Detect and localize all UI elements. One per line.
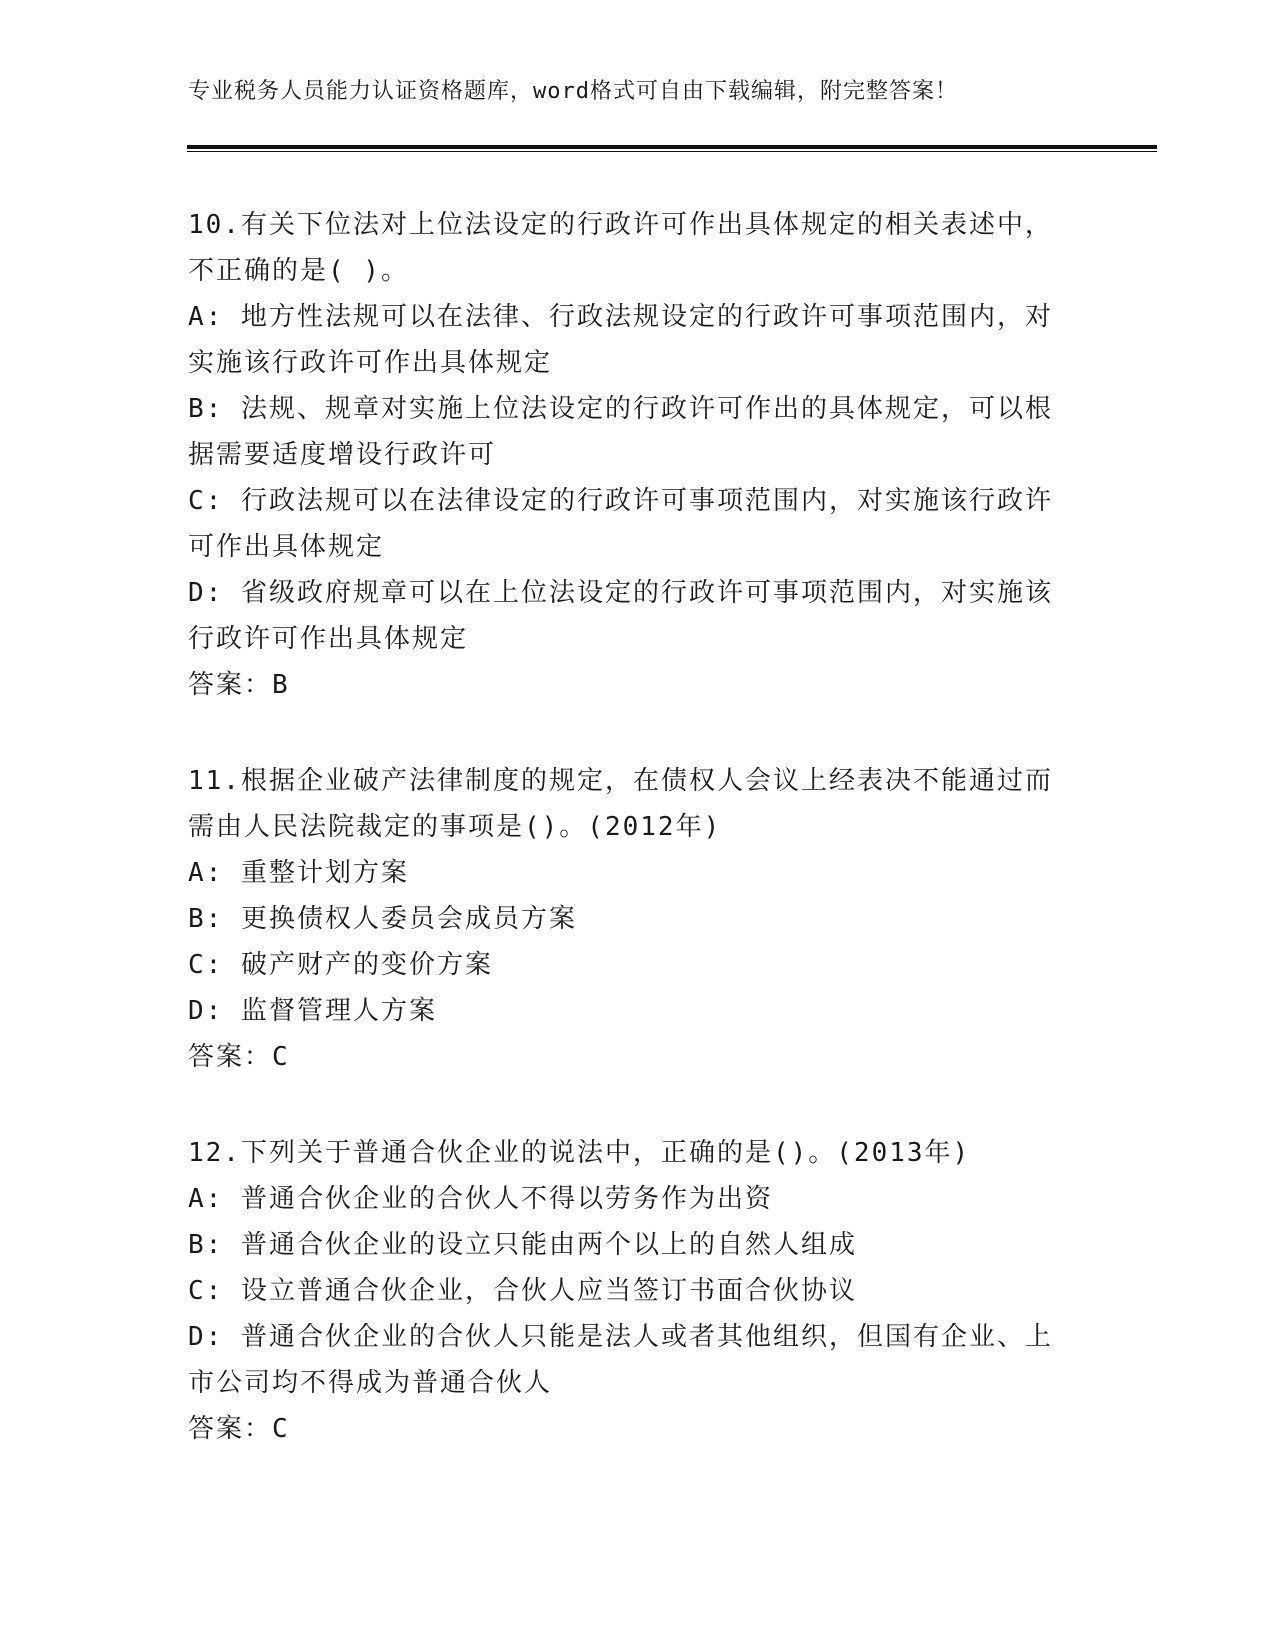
question-10 bbox=[188, 202, 1088, 708]
option-d-line: 市公司均不得成为普通合伙人 bbox=[188, 1368, 553, 1398]
option-c-line: C: 设立普通合伙企业，合伙人应当签订书面合伙协议 bbox=[188, 1276, 857, 1306]
option-d-line: 行政许可作出具体规定 bbox=[188, 624, 469, 654]
option-a-line: A: 重整计划方案 bbox=[188, 858, 409, 888]
question-list bbox=[188, 202, 1088, 1502]
answer-label: 答案：C bbox=[188, 1414, 290, 1444]
option-d-line: D: 普通合伙企业的合伙人只能是法人或者其他组织，但国有企业、上 bbox=[188, 1322, 1053, 1352]
option-c-line: C: 破产财产的变价方案 bbox=[188, 950, 493, 980]
question-stem-line: 不正确的是( )。 bbox=[188, 256, 409, 286]
page-header-text: 专业税务人员能力认证资格题库，word格式可自由下载编辑，附完整答案！ bbox=[188, 79, 958, 104]
option-b-line: B: 法规、规章对实施上位法设定的行政许可作出的具体规定，可以根 bbox=[188, 394, 1053, 424]
option-c-line: C: 行政法规可以在法律设定的行政许可事项范围内，对实施该行政许 bbox=[188, 486, 1053, 516]
option-a-line: 实施该行政许可作出具体规定 bbox=[188, 348, 553, 378]
option-d-line: D: 监督管理人方案 bbox=[188, 996, 437, 1026]
answer-label: 答案：B bbox=[188, 670, 290, 700]
question-stem-line: 10.有关下位法对上位法设定的行政许可作出具体规定的相关表述中， bbox=[188, 210, 1053, 240]
question-11 bbox=[188, 758, 1088, 1080]
option-b-line: B: 普通合伙企业的设立只能由两个以上的自然人组成 bbox=[188, 1230, 857, 1260]
question-stem-line: 11.根据企业破产法律制度的规定，在债权人会议上经表决不能通过而 bbox=[188, 766, 1053, 796]
header-rule-thick bbox=[187, 145, 1157, 149]
header-rule-thin bbox=[187, 151, 1157, 152]
question-stem-line: 需由人民法院裁定的事项是()。(2012年) bbox=[188, 812, 722, 842]
question-12 bbox=[188, 1130, 1088, 1452]
option-b-line: 据需要适度增设行政许可 bbox=[188, 440, 497, 470]
question-stem-line: 12.下列关于普通合伙企业的说法中，正确的是()。(2013年) bbox=[188, 1138, 971, 1168]
option-d-line: D: 省级政府规章可以在上位法设定的行政许可事项范围内，对实施该 bbox=[188, 578, 1053, 608]
option-c-line: 可作出具体规定 bbox=[188, 532, 385, 562]
option-a-line: A: 地方性法规可以在法律、行政法规设定的行政许可事项范围内，对 bbox=[188, 302, 1053, 332]
option-b-line: B: 更换债权人委员会成员方案 bbox=[188, 904, 577, 934]
answer-label: 答案：C bbox=[188, 1042, 290, 1072]
option-a-line: A: 普通合伙企业的合伙人不得以劳务作为出资 bbox=[188, 1184, 773, 1214]
